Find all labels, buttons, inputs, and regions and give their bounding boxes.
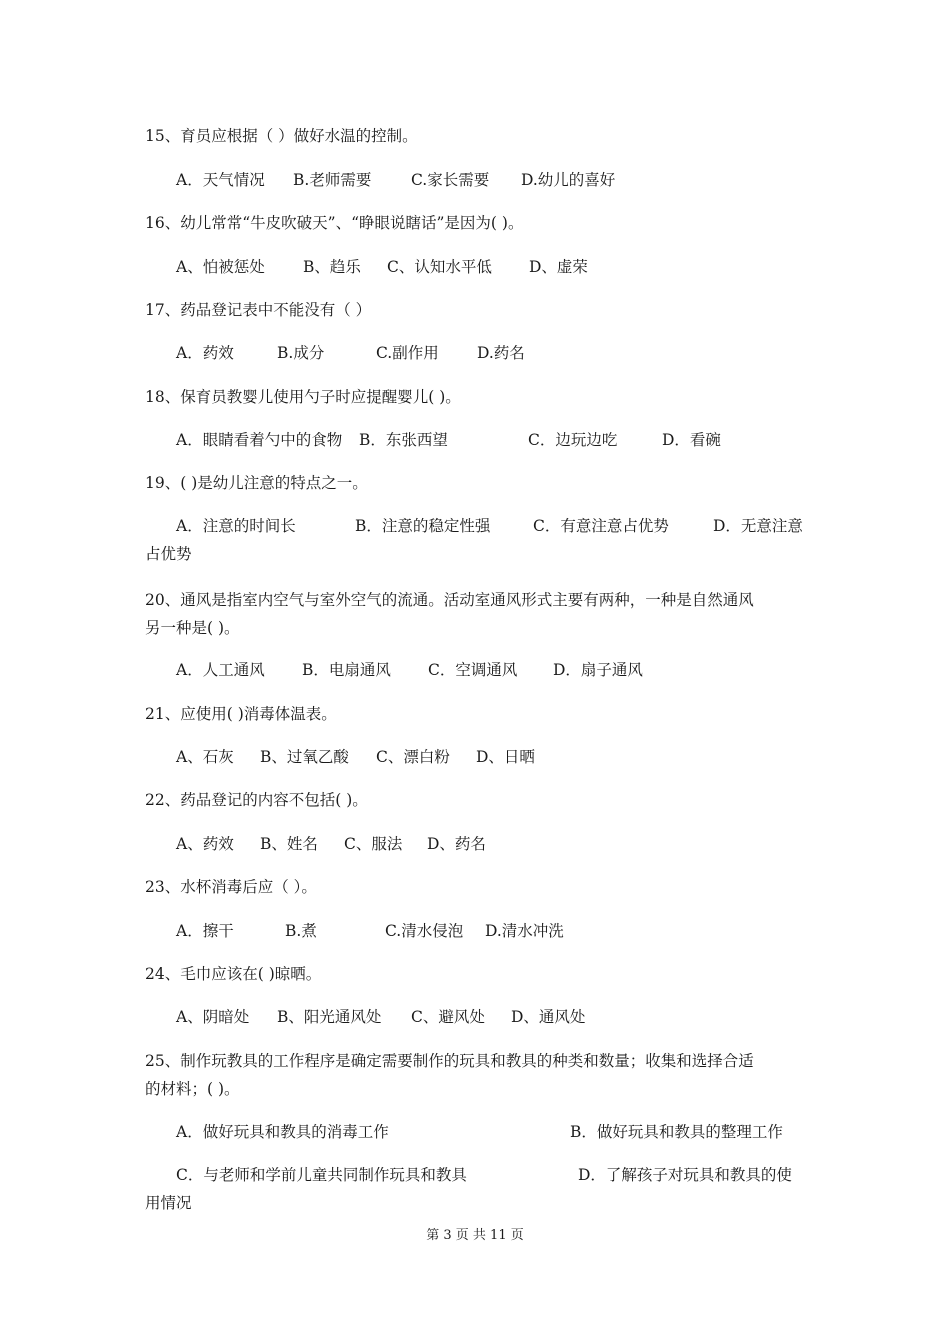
option-d: D．了解孩子对玩具和教具的使	[578, 1166, 792, 1184]
option-c: C．边玩边吃	[528, 431, 618, 449]
option-b: B.成分	[277, 344, 325, 362]
question-17	[145, 296, 810, 324]
question-25-stem-line-2: 的材料；( )。	[145, 1080, 240, 1098]
option-b: B、趋乐	[303, 258, 361, 276]
option-c: C．空调通风	[428, 661, 518, 679]
option-d: D.清水冲洗	[485, 922, 564, 940]
option-a: A、石灰	[176, 748, 234, 766]
option-d-continuation: 用情况	[145, 1194, 192, 1212]
option-c: C、漂白粉	[376, 748, 450, 766]
option-d: D．无意注意	[713, 517, 803, 535]
question-20-stem-line-2: 另一种是( )。	[145, 619, 240, 637]
question-15-stem: 15、育员应根据（ ）做好水温的控制。	[145, 127, 418, 145]
option-b: B、阳光通风处	[277, 1008, 382, 1026]
question-24	[145, 960, 810, 988]
question-16	[145, 209, 810, 237]
option-d: D、日晒	[476, 748, 535, 766]
question-15	[145, 122, 810, 150]
option-a: A．擦干	[176, 922, 234, 940]
question-20-stem-line-1: 20、通风是指室内空气与室外空气的流通。活动室通风形式主要有两种，一种是自然通风	[145, 591, 754, 609]
option-a: A．眼睛看着勺中的食物	[176, 431, 343, 449]
option-d: D、通风处	[511, 1008, 586, 1026]
question-20	[145, 586, 810, 642]
option-b: B.煮	[285, 922, 317, 940]
option-b: B．东张西望	[359, 431, 448, 449]
option-b: B、过氧乙酸	[260, 748, 349, 766]
option-b: B、姓名	[260, 835, 318, 853]
question-23-stem: 23、水杯消毒后应（ ）。	[145, 878, 317, 896]
option-c: C、服法	[344, 835, 403, 853]
option-d: D．看碗	[662, 431, 721, 449]
option-d: D、药名	[427, 835, 486, 853]
option-a: A．做好玩具和教具的消毒工作	[176, 1123, 389, 1141]
question-25-stem-line-1: 25、制作玩教具的工作程序是确定需要制作的玩具和教具的种类和数量；收集和选择合适	[145, 1052, 754, 1070]
option-c: C．有意注意占优势	[533, 517, 669, 535]
option-c: C．与老师和学前儿童共同制作玩具和教具	[176, 1166, 467, 1184]
option-d: D．扇子通风	[553, 661, 643, 679]
option-c: C.清水侵泡	[385, 922, 464, 940]
option-b: B.老师需要	[293, 171, 372, 189]
question-19-stem: 19、( )是幼儿注意的特点之一。	[145, 474, 368, 492]
option-d: D、虚荣	[529, 258, 588, 276]
option-c: C.家长需要	[411, 171, 490, 189]
option-a: A、药效	[176, 835, 234, 853]
option-d: D.药名	[477, 344, 525, 362]
question-22-stem: 22、药品登记的内容不包括( )。	[145, 791, 368, 809]
question-24-stem: 24、毛巾应该在( )晾晒。	[145, 965, 322, 983]
option-a: A．天气情况	[176, 171, 265, 189]
question-23	[145, 873, 810, 901]
option-c: C、认知水平低	[387, 258, 492, 276]
question-16-stem: 16、幼儿常常“牛皮吹破天”、“睁眼说瞎话”是因为( )。	[145, 214, 524, 232]
question-17-stem: 17、药品登记表中不能没有（ ）	[145, 301, 372, 319]
question-22	[145, 786, 810, 814]
page-number-footer: 第 3 页 共 11 页	[426, 1228, 524, 1243]
question-18	[145, 383, 810, 411]
option-a: A、阴暗处	[176, 1008, 250, 1026]
option-a: A．药效	[176, 344, 234, 362]
question-25-options-row-2	[145, 1161, 810, 1217]
question-25	[145, 1047, 810, 1103]
question-18-stem: 18、保育员教婴儿使用勺子时应提醒婴儿( )。	[145, 388, 461, 406]
option-d-continuation: 占优势	[145, 545, 192, 563]
option-a: A、怕被惩处	[176, 258, 265, 276]
option-c: C、避风处	[411, 1008, 485, 1026]
option-b: B．电扇通风	[302, 661, 391, 679]
option-a: A．注意的时间长	[176, 517, 296, 535]
question-19	[145, 469, 810, 497]
question-19-options	[145, 512, 810, 568]
question-21-stem: 21、应使用( )消毒体温表。	[145, 705, 337, 723]
option-b: B．做好玩具和教具的整理工作	[570, 1123, 783, 1141]
option-c: C.副作用	[376, 344, 439, 362]
option-d: D.幼儿的喜好	[521, 171, 616, 189]
question-21	[145, 700, 810, 728]
option-b: B．注意的稳定性强	[355, 517, 491, 535]
option-a: A．人工通风	[176, 661, 265, 679]
